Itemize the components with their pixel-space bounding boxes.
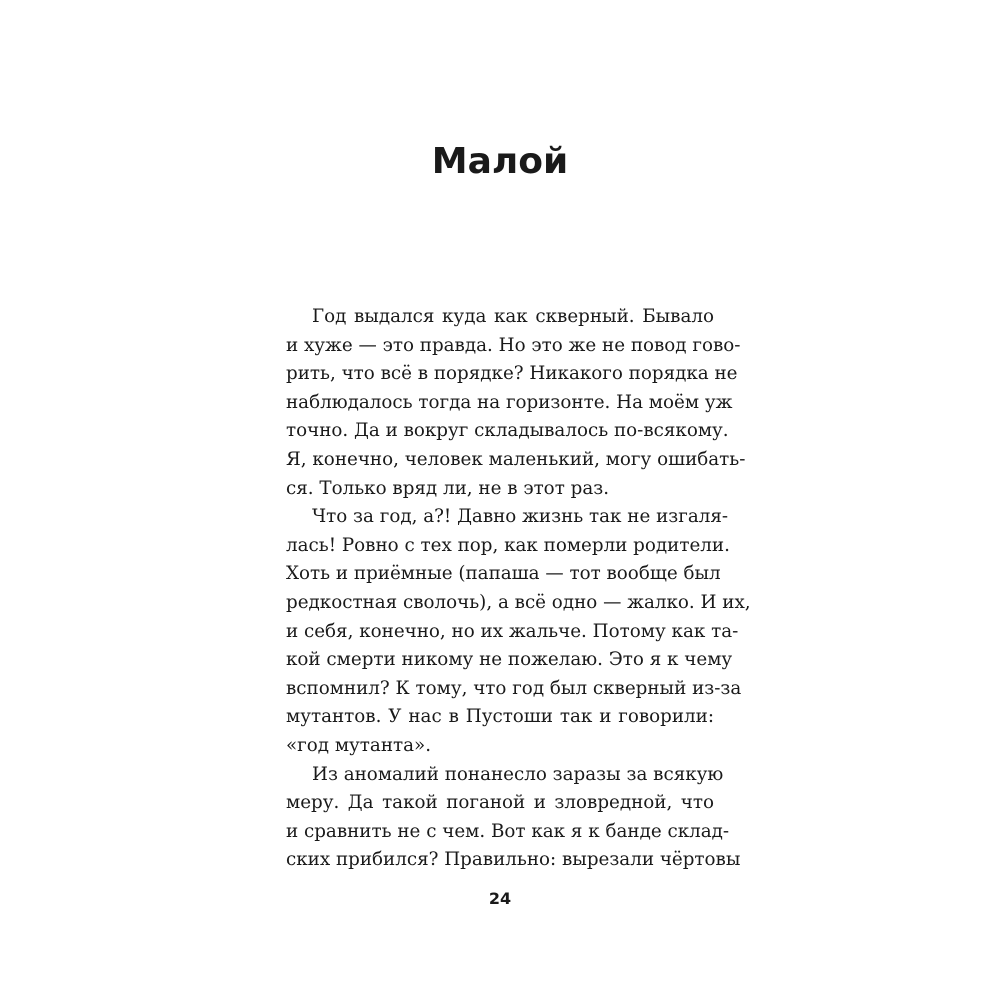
- text-line: Хоть и приёмные (папаша — тот вообще был: [286, 563, 721, 585]
- text-line: Год выдался куда как скверный. Бывало: [312, 306, 714, 327]
- text-line: редкостная сволочь), а всё одно — жалко. И их,: [286, 591, 751, 613]
- text-line: и хуже — это правда. Но это же не повод гово-: [286, 334, 741, 356]
- text-line: лась! Ровно с тех пор, как померли родители.: [286, 534, 730, 556]
- text-line: ских прибился? Правильно: вырезали чёртовы: [286, 849, 741, 871]
- text-line: «год мутанта».: [286, 734, 432, 756]
- text-line: вспомнил? К тому, что год был скверный из-за: [286, 677, 742, 699]
- text-line: мутантов. У нас в Пустоши так и говорили:: [286, 706, 714, 728]
- text-line: Что за год, а?! Давно жизнь так не изгаля-: [312, 506, 729, 528]
- text-line: кой смерти никому не пожелаю. Это я к чему: [286, 649, 733, 671]
- chapter-title: Малой: [431, 141, 569, 182]
- text-line: рить, что всё в порядке? Никакого порядка не: [286, 363, 738, 385]
- text-line: Из аномалий понанесло заразы за всякую: [312, 763, 724, 785]
- text-line: наблюдалось тогда на горизонте. На моём уж: [286, 391, 733, 413]
- page-number: 24: [488, 889, 512, 908]
- text-line: и сравнить не с чем. Вот как я к банде склад-: [286, 820, 730, 842]
- text-line: меру. Да такой поганой и зловредной, что: [286, 792, 714, 814]
- text-line: точно. Да и вокруг складывалось по-всякому.: [286, 420, 729, 442]
- text-line: ся. Только вряд ли, не в этот раз.: [286, 477, 610, 499]
- text-line: Я, конечно, человек маленький, могу ошибать-: [286, 448, 746, 470]
- text-line: и себя, конечно, но их жальче. Потому как та-: [286, 620, 739, 642]
- body-text: [286, 303, 751, 875]
